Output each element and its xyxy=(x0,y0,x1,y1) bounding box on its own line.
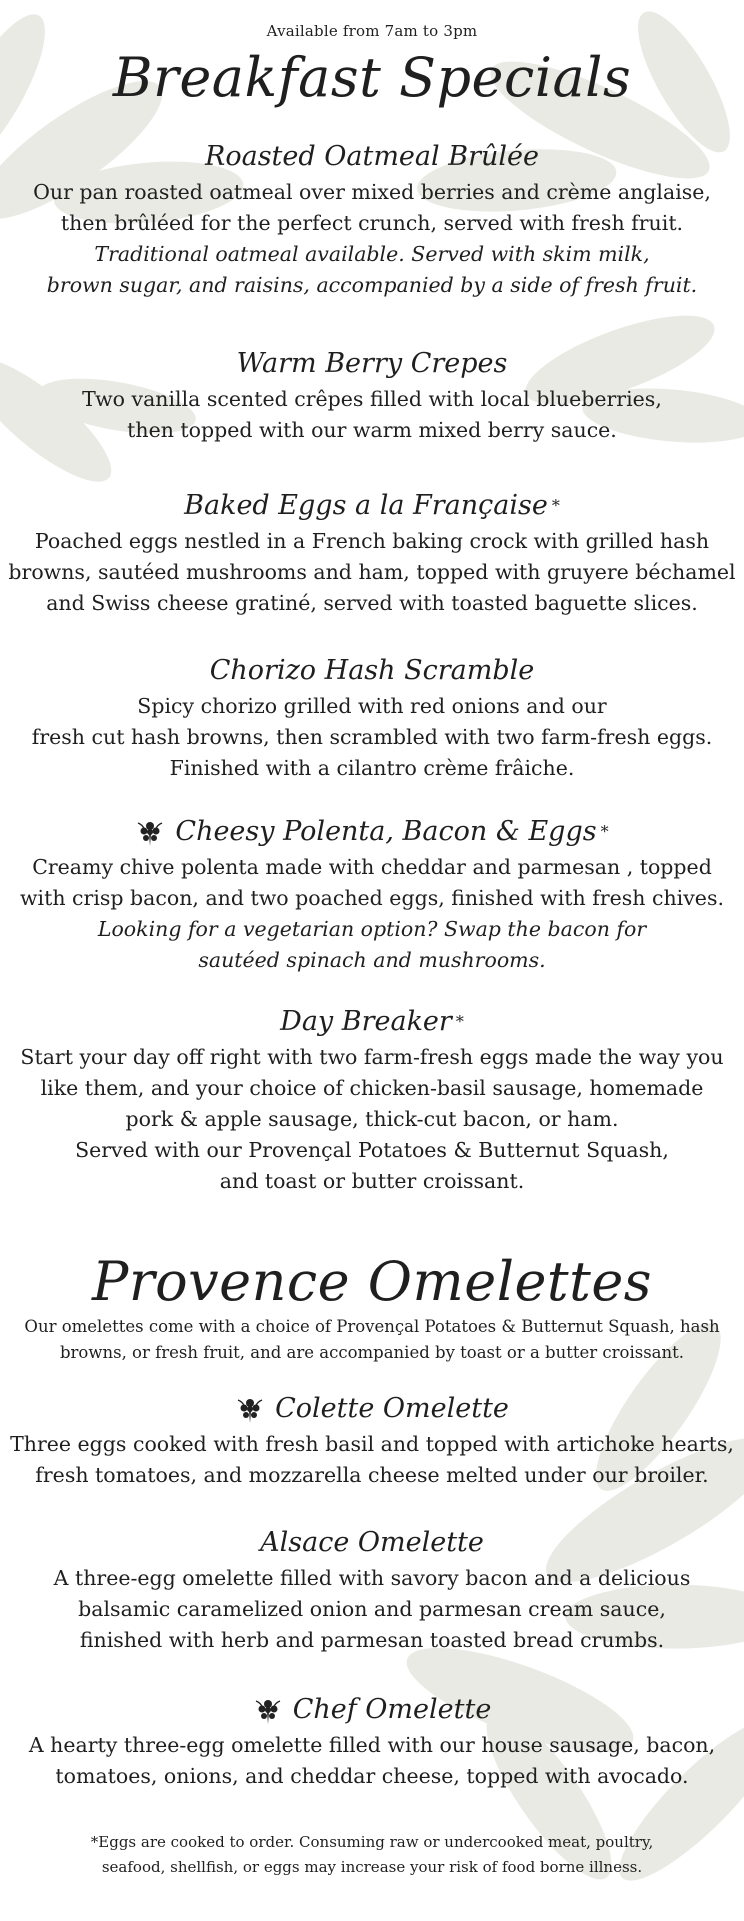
fleur-icon xyxy=(235,1394,265,1424)
availability-note: Available from 7am to 3pm xyxy=(266,22,478,40)
item-description: Start your day off right with two farm-fresh eggs made the way you like them, and your choice of chicken-basil sausage, homemade pork & apple sausage, thick-cut bacon, or ham. Served with our Provençal Potatoes & Butternut Squash, and toast or butter croissant. xyxy=(20,1045,724,1193)
item-description: Two vanilla scented crêpes filled with local blueberries, then topped with our warm mixed berry sauce. xyxy=(82,387,662,442)
menu-item-colette-omelette xyxy=(0,1393,744,1491)
item-title: Colette Omelette xyxy=(0,1393,744,1425)
menu-item-chef-omelette xyxy=(0,1694,744,1792)
item-title: Chorizo Hash Scramble xyxy=(209,655,535,686)
fleur-icon xyxy=(135,817,165,847)
breakfast-section-title: Breakfast Specials xyxy=(112,46,632,109)
menu-item-baked-eggs xyxy=(0,490,744,619)
omelettes-intro: Our omelettes come with a choice of Provençal Potatoes & Butternut Squash, hash browns, or fresh fruit, and are accompanied by toast or a butter croissant. xyxy=(24,1317,720,1362)
omelettes-section-title: Provence Omelettes xyxy=(92,1250,652,1313)
item-description: A hearty three-egg omelette filled with our house sausage, bacon, tomatoes, onions, and cheddar cheese, topped with avocado. xyxy=(28,1733,716,1788)
item-title: Roasted Oatmeal Brûlée xyxy=(205,141,539,172)
menu-item-day-breaker xyxy=(0,1006,744,1197)
item-title: Warm Berry Crepes xyxy=(236,348,508,379)
item-title: Baked Eggs a la Française * xyxy=(184,490,560,521)
item-title: Alsace Omelette xyxy=(260,1527,484,1558)
food-safety-footnote: *Eggs are cooked to order. Consuming raw or undercooked meat, poultry, seafood, shellfish, or eggs may increase your risk of food borne illness. xyxy=(90,1833,654,1876)
menu-item-warm-berry-crepes xyxy=(0,348,744,446)
menu-item-roasted-oatmeal xyxy=(0,141,744,301)
item-title: Chef Omelette xyxy=(0,1694,744,1726)
fleur-icon xyxy=(253,1695,283,1725)
item-description: Poached eggs nestled in a French baking crock with grilled hash browns, sautéed mushrooms and ham, topped with gruyere béchamel and Swiss cheese gratiné, served with toasted baguette slices. xyxy=(8,529,736,615)
item-description: Creamy chive polenta made with cheddar and parmesan , topped with crisp bacon, and two poached eggs, finished with fresh chives. Looking for a vegetarian option? Swap the bacon for sautéed spinach and mushrooms. xyxy=(20,855,724,972)
item-title: Cheesy Polenta, Bacon & Eggs * xyxy=(0,816,744,848)
asterisk-mark: * xyxy=(551,496,560,515)
item-description: A three-egg omelette filled with savory bacon and a delicious balsamic caramelized onion and parmesan cream sauce, finished with herb and parmesan toasted bread crumbs. xyxy=(53,1566,691,1652)
asterisk-mark: * xyxy=(600,822,609,841)
item-title: Day Breaker * xyxy=(280,1006,464,1037)
asterisk-mark: * xyxy=(455,1012,464,1031)
menu-item-chorizo-hash xyxy=(0,655,744,784)
menu-item-cheesy-polenta xyxy=(0,816,744,976)
item-description: Our pan roasted oatmeal over mixed berries and crème anglaise, then brûléed for the perfect crunch, served with fresh fruit. Traditional oatmeal available. Served with skim milk, brown sugar, and raisins, accompanied by a side of fresh fruit. xyxy=(33,180,711,297)
menu-item-alsace-omelette xyxy=(0,1527,744,1656)
item-description: Three eggs cooked with fresh basil and topped with artichoke hearts, fresh tomatoes, and mozzarella cheese melted under our broiler. xyxy=(10,1432,734,1487)
item-description: Spicy chorizo grilled with red onions and our fresh cut hash browns, then scrambled with two farm-fresh eggs. Finished with a cilantro crème frâiche. xyxy=(31,694,713,780)
